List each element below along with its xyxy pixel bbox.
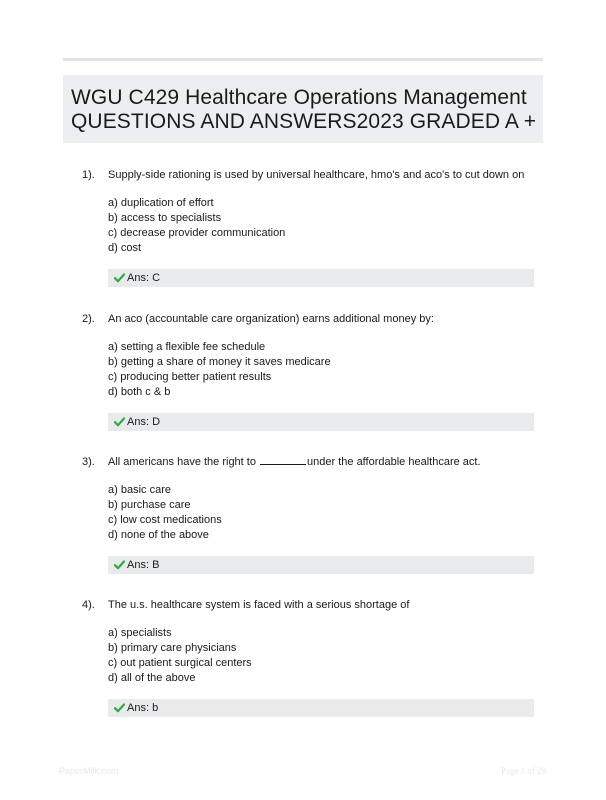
option-list [108, 340, 331, 400]
footer-watermark: PaperMilk.com [59, 766, 119, 776]
check-icon [114, 273, 125, 283]
answer-box [108, 699, 534, 717]
question-text [108, 455, 481, 469]
option-a: a) specialists [108, 627, 172, 639]
option-c: c) decrease provider communication [108, 227, 286, 239]
answer-box [108, 413, 534, 431]
answer-text: Ans: B [127, 559, 160, 571]
question-text: The u.s. healthcare system is faced with a serious shortage of [108, 599, 410, 611]
option-list [108, 483, 222, 543]
question-text: Supply-side rationing is used by universal healthcare, hmo's and aco's to cut down on [108, 169, 525, 181]
answer-text: Ans: D [127, 416, 161, 428]
fill-in-blank [260, 455, 306, 465]
question-number: 4). [82, 599, 95, 611]
option-c: c) producing better patient results [108, 371, 272, 383]
answer-box [108, 269, 534, 287]
option-a: a) setting a flexible fee schedule [108, 341, 266, 353]
check-icon [114, 417, 125, 427]
question-2 [0, 312, 606, 452]
option-c: c) out patient surgical centers [108, 657, 252, 669]
answer-text: Ans: b [127, 702, 159, 714]
option-list [108, 626, 252, 686]
question-4 [0, 598, 606, 738]
option-d: d) all of the above [108, 672, 196, 684]
question-number: 1). [82, 169, 95, 181]
document-title [63, 75, 543, 143]
check-icon [114, 703, 125, 713]
option-d: d) both c & b [108, 386, 171, 398]
question-3 [0, 455, 606, 595]
option-b: b) getting a share of money it saves medicare [108, 356, 331, 368]
option-d: d) none of the above [108, 529, 209, 541]
option-a: a) basic care [108, 484, 171, 496]
title-line-1: WGU C429 Healthcare Operations Management [71, 86, 527, 109]
question-number: 2). [82, 313, 95, 325]
question-1 [0, 168, 606, 308]
option-b: b) primary care physicians [108, 642, 237, 654]
answer-text: Ans: C [127, 272, 161, 284]
top-divider [63, 58, 543, 61]
answer-box [108, 556, 534, 574]
option-c: c) low cost medications [108, 514, 222, 526]
option-b: b) access to specialists [108, 212, 222, 224]
check-icon [114, 560, 125, 570]
option-b: b) purchase care [108, 499, 191, 511]
title-line-2: QUESTIONS AND ANSWERS2023 GRADED A + [71, 110, 537, 133]
question-number: 3). [82, 456, 95, 468]
question-text: An aco (accountable care organization) earns additional money by: [108, 313, 434, 325]
option-list [108, 196, 285, 256]
question-text-end: under the affordable healthcare act. [307, 456, 481, 468]
page-number: Page 1 of 28 [501, 766, 547, 776]
question-text-start: All americans have the right to [108, 456, 256, 468]
option-a: a) duplication of effort [108, 197, 214, 209]
option-d: d) cost [108, 242, 142, 254]
